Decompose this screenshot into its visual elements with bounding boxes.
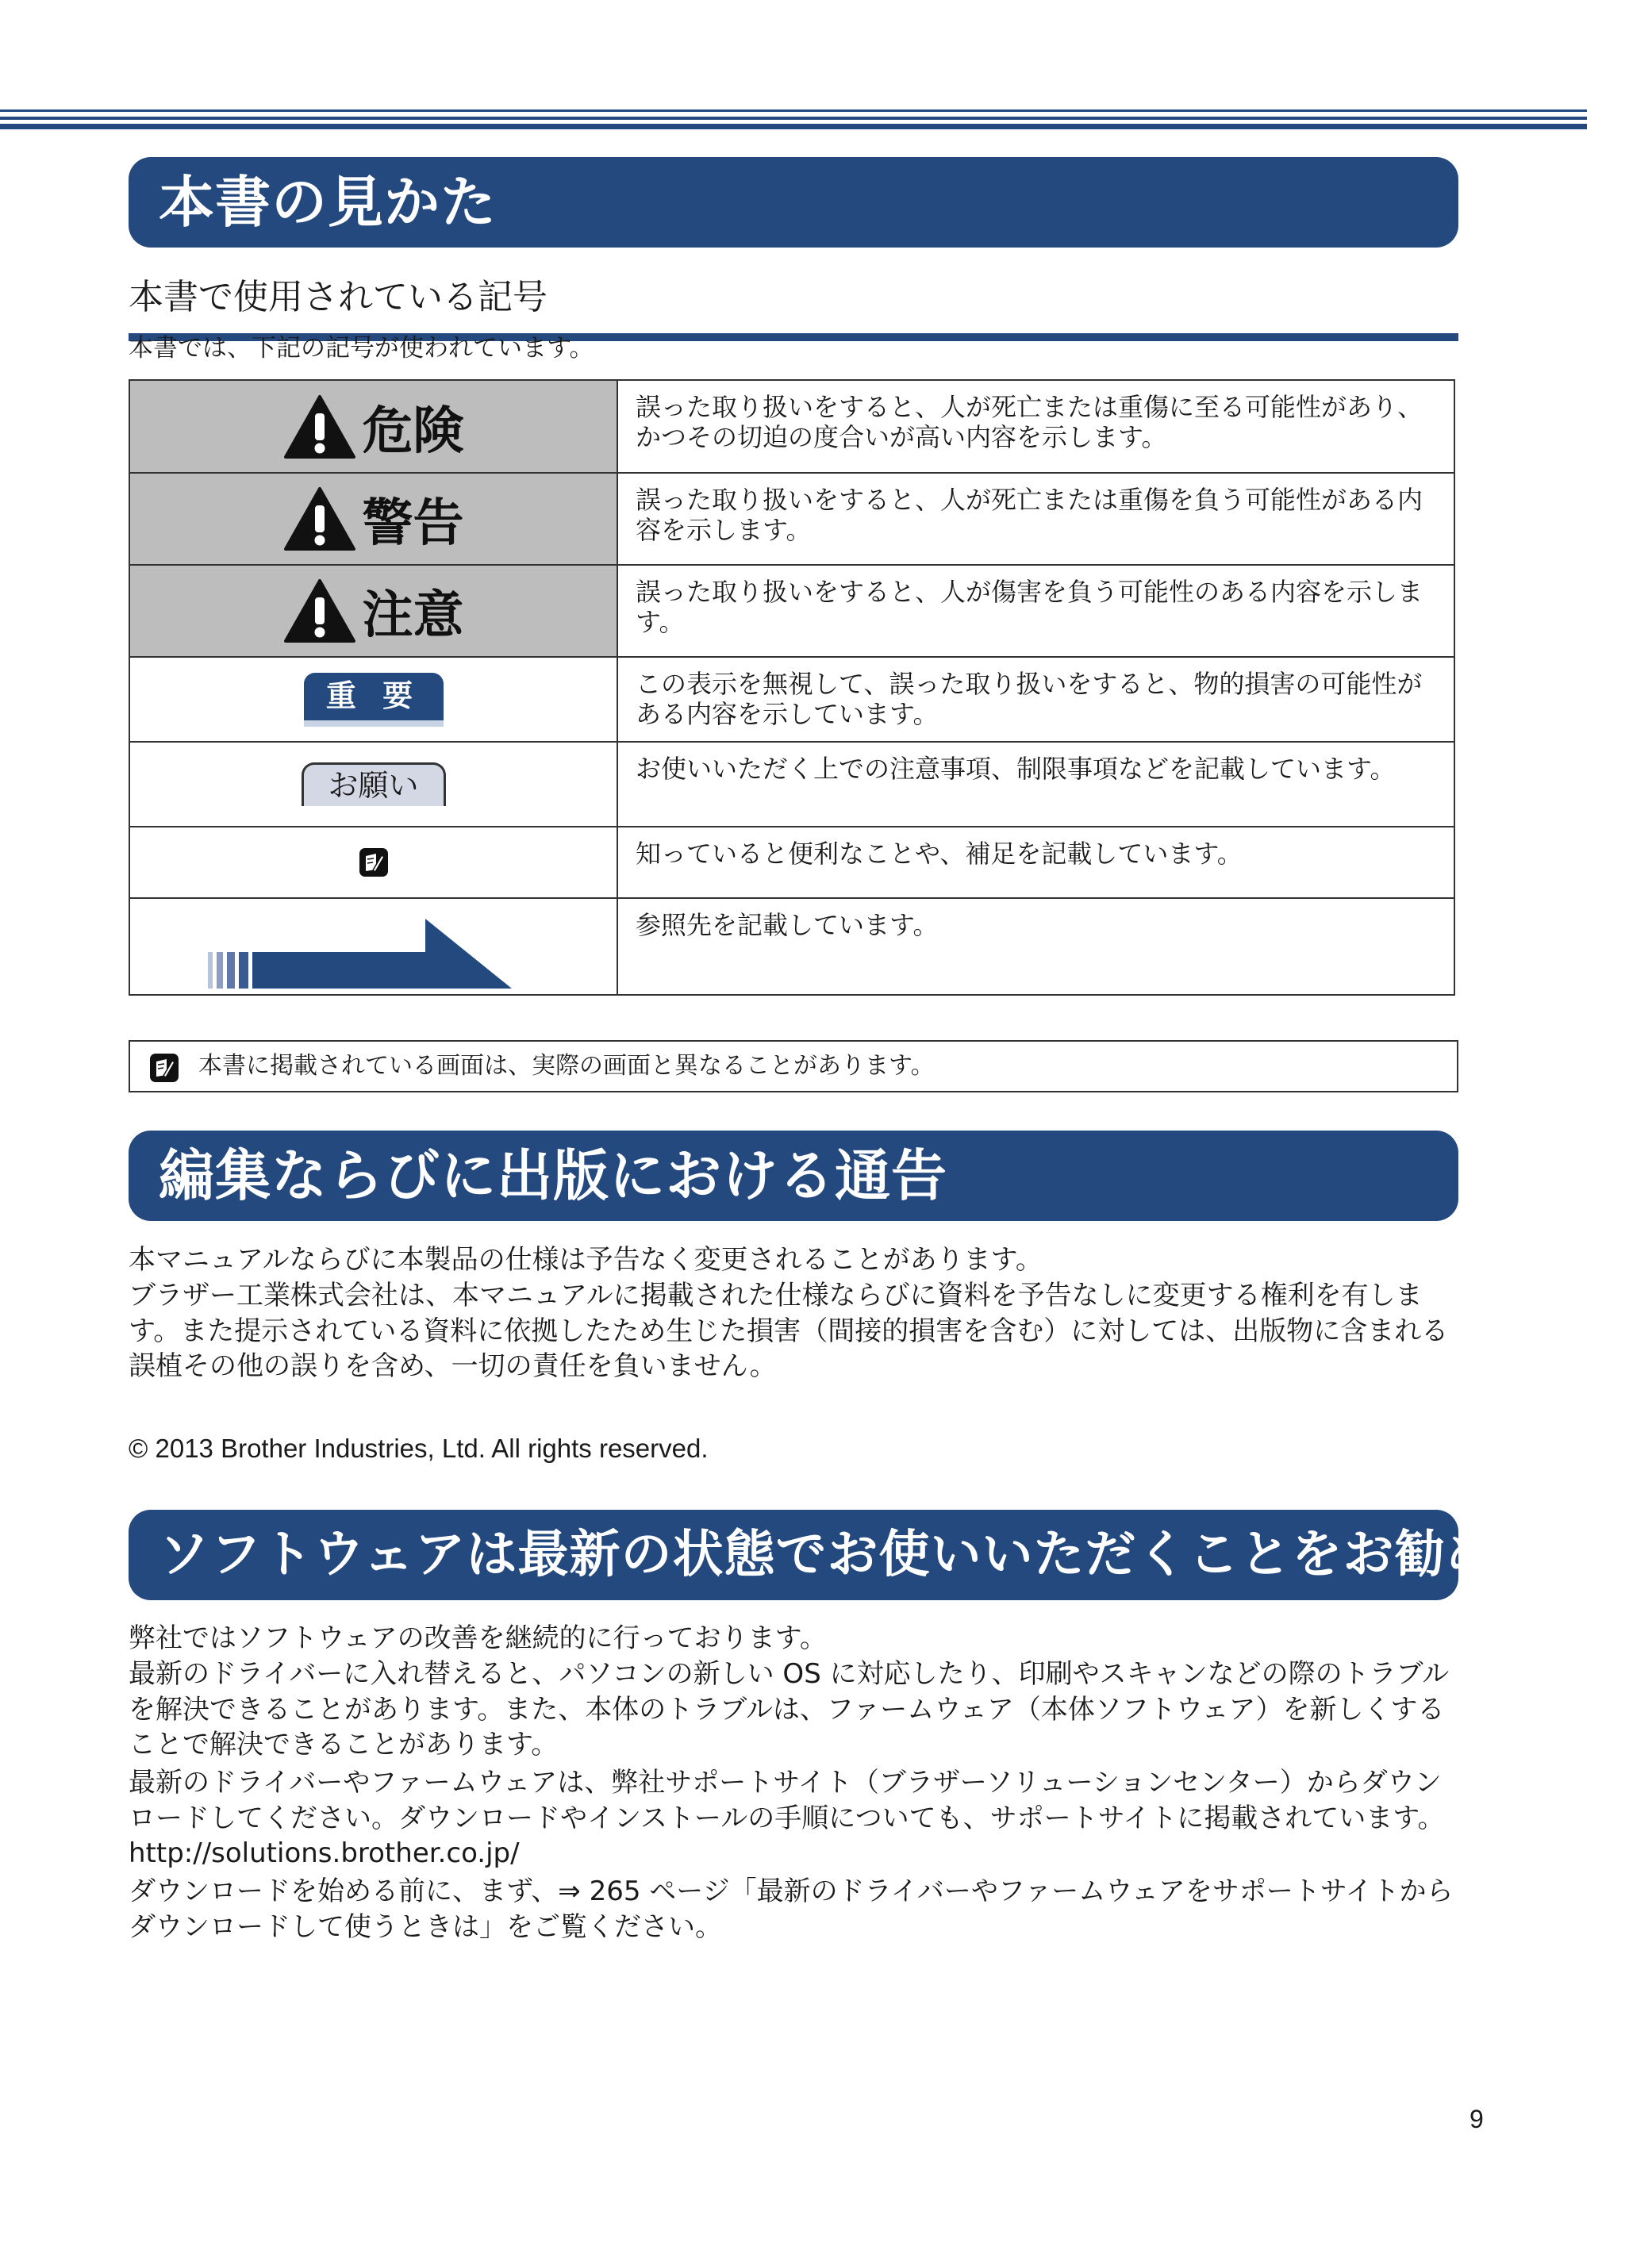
table-row [129, 742, 1454, 827]
symbol-label-danger: 危険 [362, 401, 464, 461]
copyright-text: © 2013 Brother Industries, Ltd. All rights reserved. [129, 1434, 709, 1463]
symbol-cell-request [129, 742, 617, 827]
section-banner-how-to-read: 本書の見かた [129, 157, 1458, 248]
symbol-desc-caution: 誤った取り扱いをすると、人が傷害を負う可能性のある内容を示します。 [617, 565, 1454, 657]
subheading-symbols: 本書で使用されている記号 [129, 270, 1458, 341]
symbol-cell-warning [129, 473, 617, 565]
symbol-cell-caution [129, 565, 617, 657]
table-row [129, 827, 1454, 898]
request-badge: お願い [302, 762, 446, 806]
screen-note-box [129, 1040, 1458, 1092]
page-number: 9 [1470, 2105, 1484, 2133]
symbol-desc-warning: 誤った取り扱いをすると、人が死亡または重傷を負う可能性がある内容を示します。 [617, 473, 1454, 565]
software-paragraph-3: 最新のドライバーやファームウェアは、弊社サポートサイト（ブラザーソリューションセンター）からダウンロードしてください。ダウンロードやインストールの手順についても、サポートサイトに掲載されています。http://solutions.brother.co.jp/ [129, 1767, 1445, 1869]
symbol-cell-important [129, 657, 617, 742]
table-row [129, 657, 1454, 742]
symbol-cell-memo [129, 827, 617, 898]
symbol-desc-memo: 知っていると便利なことや、補足を記載しています。 [617, 827, 1454, 898]
software-paragraph-4: ダウンロードを始める前に、まず、⇒ 265 ページ「最新のドライバーやファームウェアをサポートサイトからダウンロードして使うときは」をご覧ください。 [129, 1876, 1454, 1943]
symbol-desc-danger: 誤った取り扱いをすると、人が死亡または重傷に至る可能性があり、かつその切迫の度合いが高い内容を示します。 [617, 380, 1454, 473]
notice-paragraph-2: ブラザー工業株式会社は、本マニュアルに掲載された仕様ならびに資料を予告なしに変更する権利を有します。また提示されている資料に依拠したため生じた損害（間接的損害を含む）に対しては、出版物に含まれる誤植その他の誤りを含め、一切の責任を負いません。 [129, 1280, 1449, 1382]
table-row [129, 898, 1454, 995]
symbols-intro-text: 本書では、下記の記号が使われています。 [129, 334, 594, 363]
symbol-desc-reference: 参照先を記載しています。 [617, 898, 1454, 995]
top-rule-thick [0, 124, 1587, 129]
symbol-desc-request: お使いいただく上での注意事項、制限事項などを記載しています。 [617, 742, 1454, 827]
warning-triangle-icon [283, 486, 356, 551]
table-row [129, 473, 1454, 565]
symbol-label-warning: 警告 [362, 494, 464, 553]
software-paragraph-2: 最新のドライバーに入れ替えると、パソコンの新しい OS に対応したり、印刷やスキャンなどの際のトラブルを解決できることがあります。また、本体のトラブルは、ファームウェア（本体ソフトウェア）を新しくすることで解決できることがあります。 [129, 1658, 1450, 1760]
section-banner-notice: 編集ならびに出版における通告 [129, 1131, 1458, 1221]
reference-arrow-icon [208, 917, 541, 990]
symbol-cell-danger [129, 380, 617, 473]
top-rule-thin [0, 109, 1587, 112]
warning-triangle-icon [283, 394, 356, 459]
symbol-desc-important: この表示を無視して、誤った取り扱いをすると、物的損害の可能性がある内容を示しています。 [617, 657, 1454, 742]
table-row [129, 565, 1454, 657]
software-paragraph-1: 弊社ではソフトウェアの改善を継続的に行っております。 [129, 1622, 827, 1654]
section-banner-software-update: ソフトウェアは最新の状態でお使いいただくことをお勧めします [129, 1510, 1458, 1600]
table-row [129, 380, 1454, 473]
notice-paragraph-1: 本マニュアルならびに本製品の仕様は予告なく変更されることがあります。 [129, 1244, 1043, 1276]
screen-note-text: 本書に掲載されている画面は、実際の画面と異なることがあります。 [198, 1052, 935, 1080]
memo-pencil-icon [359, 847, 389, 877]
top-rule-medium [0, 117, 1587, 120]
symbol-label-caution: 注意 [362, 586, 464, 645]
important-badge: 重 要 [304, 673, 444, 727]
warning-triangle-icon [283, 578, 356, 643]
symbol-cell-reference [129, 898, 617, 995]
memo-pencil-icon [149, 1053, 179, 1083]
symbols-table [129, 379, 1455, 996]
